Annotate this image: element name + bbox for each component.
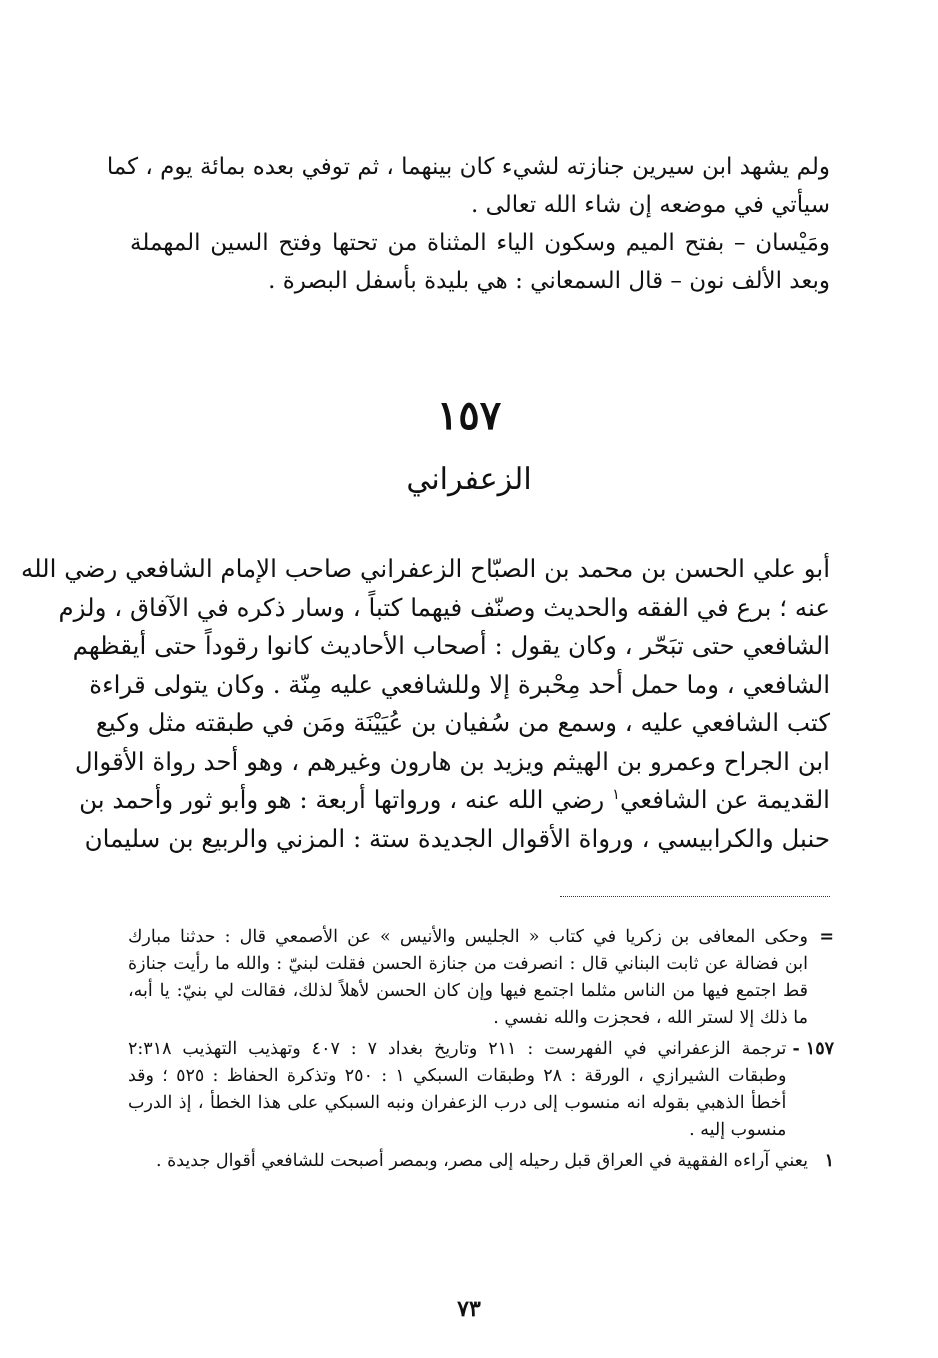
footnote-continuation <box>128 924 834 1032</box>
footnote-line: أخطأ الذهبي بقوله انه منسوب إلى درب الزعفران ونبه السبكي على هذا الخطأ ، إذ الدرب <box>128 1093 787 1113</box>
footnote-mark: ١ <box>824 1151 834 1171</box>
footnote-line: منسوب إليه . <box>689 1120 787 1140</box>
top-section <box>106 148 830 300</box>
text-line: ولم يشهد ابن سيرين جنازته لشيء كان بينهما ، ثم توفي بعده بمائة يوم ، كما <box>106 154 830 180</box>
footnotes <box>128 924 834 1179</box>
entry-number: ١٥٧ <box>436 392 502 439</box>
footnote-line: وطبقات الشيرازي ، الورقة : ٢٨ وطبقات السبكي ١ : ٢٥٠ وتذكرة الحفاظ : ٥٢٥ ؛ وقد <box>128 1066 787 1086</box>
text-line: الشافعي ، وما حمل أحد مِحْبرة إلا وللشافعي عليه مِنّة . وكان يتولى قراءة <box>89 669 830 699</box>
text-line: سيأتي في موضعه إن شاء الله تعالى . <box>470 192 830 218</box>
footnote-separator <box>560 896 830 897</box>
footnote-ref[interactable]: ١ <box>612 785 620 803</box>
text-line: وبعد الألف نون – قال السمعاني : هي بليدة بأسفل البصرة . <box>268 268 830 294</box>
text-line: الشافعي حتى تبَحّر ، وكان يقول : أصحاب الأحاديث كانوا رقوداً حتى أيقظهم <box>72 631 830 660</box>
footnote-line: يعني آراءه الفقهية في العراق قبل رحيله إلى مصر، وبمصر أصبحت للشافعي أقوال جديدة . <box>155 1151 808 1171</box>
text-line: كتب الشافعي عليه ، وسمع من سُفيان بن عُيَيْنَة ومَن في طبقته مثل وكيع <box>95 708 830 737</box>
biography-body <box>20 550 830 858</box>
footnote-line: ترجمة الزعفراني في الفهرست : ٢١١ وتاريخ بغداد ٧ : ٤٠٧ وتهذيب التهذيب ٢:٣١٨ <box>128 1039 787 1059</box>
text-line: أبو علي الحسن بن محمد بن الصبّاح الزعفراني صاحب الإمام الشافعي رضي الله <box>20 554 830 583</box>
text-line: ابن الجراح وعمرو بن الهيثم ويزيد بن هارون وغيرهم ، وهو أحد رواة الأقوال <box>74 746 830 776</box>
text-line: ومَيْسان – بفتح الميم وسكون الياء المثناة من تحتها وفتح السين المهملة <box>130 230 830 256</box>
footnote-157 <box>128 1036 834 1144</box>
footnote-line: وحكى المعافى بن زكريا في كتاب « الجليس والأنيس » عن الأصمعي قال : حدثنا مبارك <box>128 927 808 947</box>
text-line: عنه ؛ برع في الفقه والحديث وصنّف فيهما كتباً ، وسار ذكره في الآفاق ، ولزم <box>58 592 830 622</box>
footnote-line: قط اجتمع فيها من الناس مثلما اجتمع فيها وإن كان الحسن لأهلاً لذلك، فقالت لي بنيّ: يا أبه، <box>128 981 808 1001</box>
text-line-with-footnote <box>79 781 830 820</box>
page-number: ٧٣ <box>457 1296 481 1322</box>
footnote-line: ابن فضالة عن ثابت البناني قال : انصرفت من جنازة الحسن فقلت لبنيّ : والله ما رأيت جنازة <box>128 954 808 974</box>
footnote-mark: ١٥٧ - <box>792 1039 834 1059</box>
footnote-mark: = <box>819 927 834 947</box>
entry-title: الزعفراني <box>406 462 532 497</box>
footnote-line: ما ذلك إلا لستر الله ، فحجزت والله نفسي . <box>493 1008 808 1028</box>
text-segment: القديمة عن الشافعي <box>619 785 830 814</box>
text-line: حنبل والكرابيسي ، ورواة الأقوال الجديدة ستة : المزني والربيع بن سليمان <box>84 823 830 853</box>
footnote-1 <box>128 1148 834 1175</box>
text-segment: رضي الله عنه ، ورواتها أربعة : هو وأبو ثور وأحمد بن <box>79 785 605 814</box>
